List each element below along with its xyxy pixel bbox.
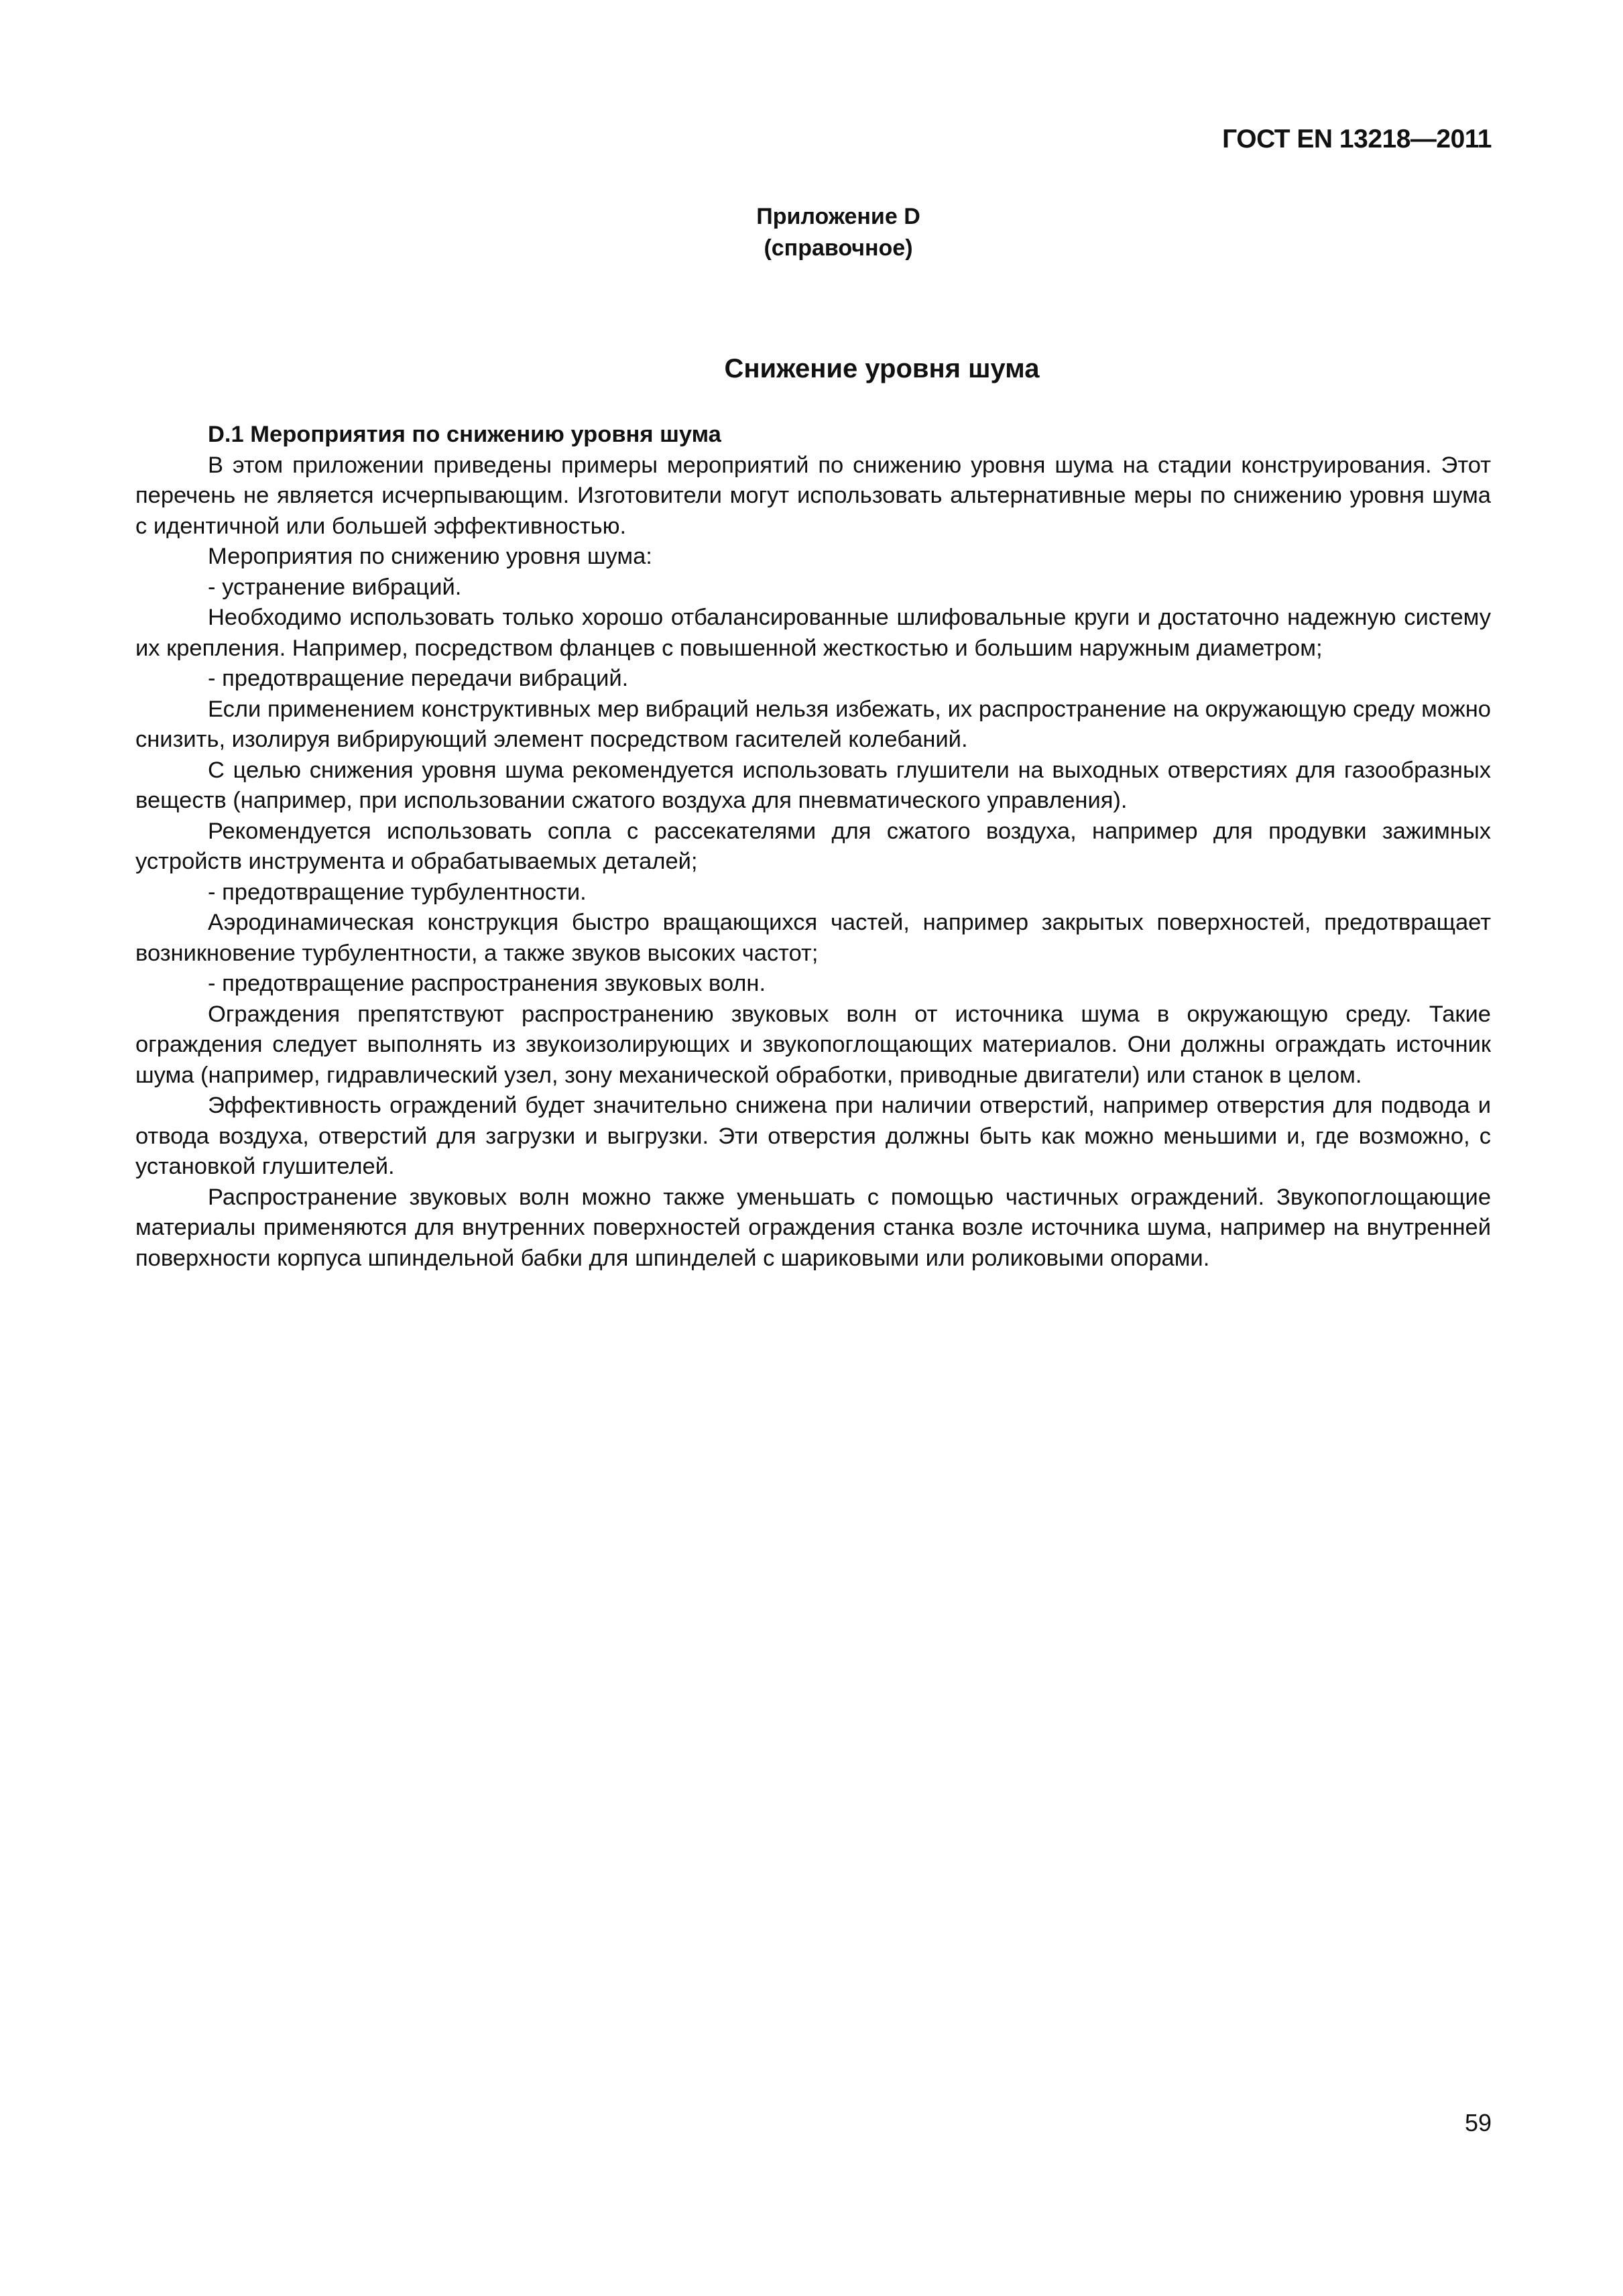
annex-heading	[0, 201, 1623, 264]
list-item: - предотвращение распространения звуковых волн.	[208, 971, 766, 996]
paragraph: Распространение звуковых волн можно также уменьшать с помощью частичных ограждений. Звукопоглощающие материалы применяются для внутренних поверхностей ограждения станка возле источника шума, например на внутренней поверхности корпуса шпиндельной бабки для шпинделей с шариковыми или роликовыми опорами.	[135, 1184, 1491, 1271]
page-title	[0, 354, 1623, 384]
page-number: 59	[1464, 2109, 1492, 2136]
page-title-text: Снижение уровня шума	[724, 354, 1040, 383]
paragraph: Эффективность ограждений будет значительно снижена при наличии отверстий, например отверстия для подвода и отвода воздуха, отверстий для загрузки и выгрузки. Эти отверстия должны быть как можно меньшими и, где возможно, с установкой глушителей.	[135, 1093, 1491, 1179]
annex-label: Приложение D	[756, 204, 920, 229]
paragraph: С целью снижения уровня шума рекомендуется использовать глушители на выходных отверстиях для газообразных веществ (например, при использовании сжатого воздуха для пневматического управления).	[135, 757, 1491, 813]
annex-status: (справочное)	[764, 235, 913, 261]
paragraph: Ограждения препятствуют распространению звуковых волн от источника шума в окружающую среду. Такие ограждения следует выполнять из звукоизолирующих и звукопоглощающих материалов. Они должны ограждать источник шума (например, гидравлический узел, зону механической обработки, приводные двигатели) или станок в целом.	[135, 1001, 1491, 1088]
paragraph: В этом приложении приведены примеры мероприятий по снижению уровня шума на стадии конструирования. Этот перечень не является исчерпывающим. Изготовители могут использовать альтернативные меры по снижению уровня шума с идентичной или большей эффективностью.	[135, 452, 1491, 539]
list-item: - устранение вибраций.	[208, 574, 462, 600]
section-body	[135, 420, 1491, 1274]
paragraph: Мероприятия по снижению уровня шума:	[208, 544, 652, 569]
section-heading: D.1 Мероприятия по снижению уровня шума	[208, 422, 721, 447]
list-item: - предотвращение передачи вибраций.	[208, 666, 629, 691]
standard-designation: ГОСТ EN 13218—2011	[1222, 125, 1492, 154]
paragraph: Рекомендуется использовать сопла с рассекателями для сжатого воздуха, например для продувки зажимных устройств инструмента и обрабатываемых деталей;	[135, 818, 1491, 874]
paragraph: Аэродинамическая конструкция быстро вращающихся частей, например закрытых поверхностей, предотвращает возникновение турбулентности, а также звуков высоких частот;	[135, 910, 1491, 966]
paragraph: Если применением конструктивных мер вибраций нельзя избежать, их распространение на окружающую среду можно снизить, изолируя вибрирующий элемент посредством гасителей колебаний.	[135, 696, 1491, 752]
list-item: - предотвращение турбулентности.	[208, 879, 587, 905]
paragraph: Необходимо использовать только хорошо отбалансированные шлифовальные круги и достаточно надежную систему их крепления. Например, посредством фланцев с повышенной жесткостью и большим наружным диаметром;	[135, 605, 1491, 661]
